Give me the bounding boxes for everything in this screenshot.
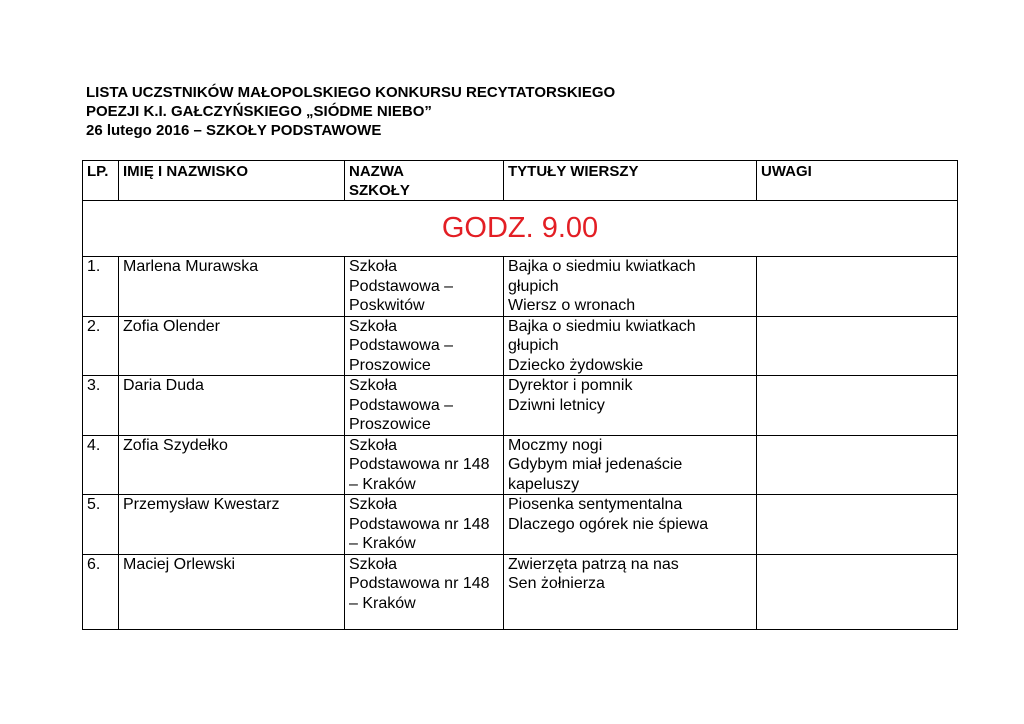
school-line: Podstawowa nr 148 — [349, 575, 490, 592]
poem-line: Dziecko żydowskie — [508, 356, 644, 374]
poem-line: głupich — [508, 337, 559, 354]
time-slot-label: GODZ. 9.00 — [441, 211, 599, 244]
participants-table — [82, 160, 958, 630]
school-line: Szkoła — [349, 258, 398, 275]
column-header-lp: LP. — [83, 161, 119, 201]
document-header — [86, 83, 615, 140]
poem-line: Dziwni letnicy — [508, 396, 605, 414]
cell-lp: 5. — [83, 495, 119, 555]
table-row — [83, 376, 958, 436]
cell-school — [345, 316, 504, 376]
school-line: Szkoła — [349, 377, 398, 394]
cell-name: Daria Duda — [119, 376, 345, 436]
school-line: Szkoła — [349, 436, 398, 454]
poem-line: Sen żołnierza — [508, 575, 605, 592]
cell-school — [345, 257, 504, 317]
cell-name: Marlena Murawska — [119, 257, 345, 317]
poem-line: Piosenka sentymentalna — [508, 496, 683, 513]
cell-notes — [757, 495, 958, 555]
cell-poems — [504, 435, 757, 495]
time-slot-cell — [83, 201, 958, 257]
poem-line: Moczmy nogi — [508, 436, 603, 454]
school-line: Proszowice — [349, 416, 431, 433]
column-header-school — [345, 161, 504, 201]
school-line: – Kraków — [349, 475, 416, 493]
school-line: Podstawowa – — [349, 277, 454, 295]
cell-poems — [504, 554, 757, 629]
table-row — [83, 257, 958, 317]
table-header-row — [83, 161, 958, 201]
column-header-school-line-2: SZKOŁY — [349, 182, 410, 199]
cell-notes — [757, 316, 958, 376]
poem-line: Gdybym miał jedenaście — [508, 456, 683, 473]
time-slot-row — [83, 201, 958, 257]
header-title-line-2: POEZJI K.I. GAŁCZYŃSKIEGO „SIÓDME NIEBO” — [86, 103, 432, 120]
cell-lp: 1. — [83, 257, 119, 317]
school-line: Szkoła — [349, 317, 398, 335]
table-row — [83, 316, 958, 376]
header-date-line: 26 lutego 2016 – SZKOŁY PODSTAWOWE — [86, 122, 382, 139]
cell-notes — [757, 376, 958, 436]
poem-line: Zwierzęta patrzą na nas — [508, 555, 679, 573]
table-row — [83, 495, 958, 555]
school-line: Podstawowa – — [349, 337, 454, 354]
school-line: Szkoła — [349, 496, 398, 513]
cell-school — [345, 554, 504, 629]
table-row — [83, 554, 958, 629]
school-line: Poskwitów — [349, 297, 425, 314]
cell-lp: 6. — [83, 554, 119, 629]
column-header-poems: TYTUŁY WIERSZY — [504, 161, 757, 201]
cell-notes — [757, 554, 958, 629]
school-line: Proszowice — [349, 356, 431, 374]
cell-notes — [757, 257, 958, 317]
poem-line: Bajka o siedmiu kwiatkach — [508, 258, 696, 275]
cell-school — [345, 435, 504, 495]
cell-lp: 4. — [83, 435, 119, 495]
cell-poems — [504, 316, 757, 376]
poem-line: Dyrektor i pomnik — [508, 377, 633, 394]
cell-poems — [504, 495, 757, 555]
cell-school — [345, 495, 504, 555]
table-body — [83, 201, 958, 630]
cell-school — [345, 376, 504, 436]
school-line: – Kraków — [349, 594, 416, 612]
school-line: Szkoła — [349, 555, 398, 573]
cell-name: Zofia Olender — [119, 316, 345, 376]
cell-name: Maciej Orlewski — [119, 554, 345, 629]
column-header-notes: UWAGI — [757, 161, 958, 201]
cell-poems — [504, 257, 757, 317]
cell-name: Przemysław Kwestarz — [119, 495, 345, 555]
poem-line: Bajka o siedmiu kwiatkach — [508, 317, 696, 335]
header-title-line-1: LISTA UCZSTNIKÓW MAŁOPOLSKIEGO KONKURSU RECYTATORSKIEGO — [86, 84, 616, 101]
school-line: Podstawowa – — [349, 396, 454, 414]
table-row — [83, 435, 958, 495]
poem-line: kapeluszy — [508, 475, 580, 493]
cell-lp: 2. — [83, 316, 119, 376]
cell-lp: 3. — [83, 376, 119, 436]
school-line: – Kraków — [349, 535, 416, 552]
poem-line: głupich — [508, 277, 559, 295]
poem-line: Dlaczego ogórek nie śpiewa — [508, 515, 709, 533]
cell-notes — [757, 435, 958, 495]
school-line: Podstawowa nr 148 — [349, 515, 490, 533]
poem-line: Wiersz o wronach — [508, 297, 636, 314]
school-line: Podstawowa nr 148 — [349, 456, 490, 473]
cell-name: Zofia Szydełko — [119, 435, 345, 495]
column-header-school-line-1: NAZWA — [349, 163, 404, 180]
column-header-name: IMIĘ I NAZWISKO — [119, 161, 345, 201]
cell-poems — [504, 376, 757, 436]
